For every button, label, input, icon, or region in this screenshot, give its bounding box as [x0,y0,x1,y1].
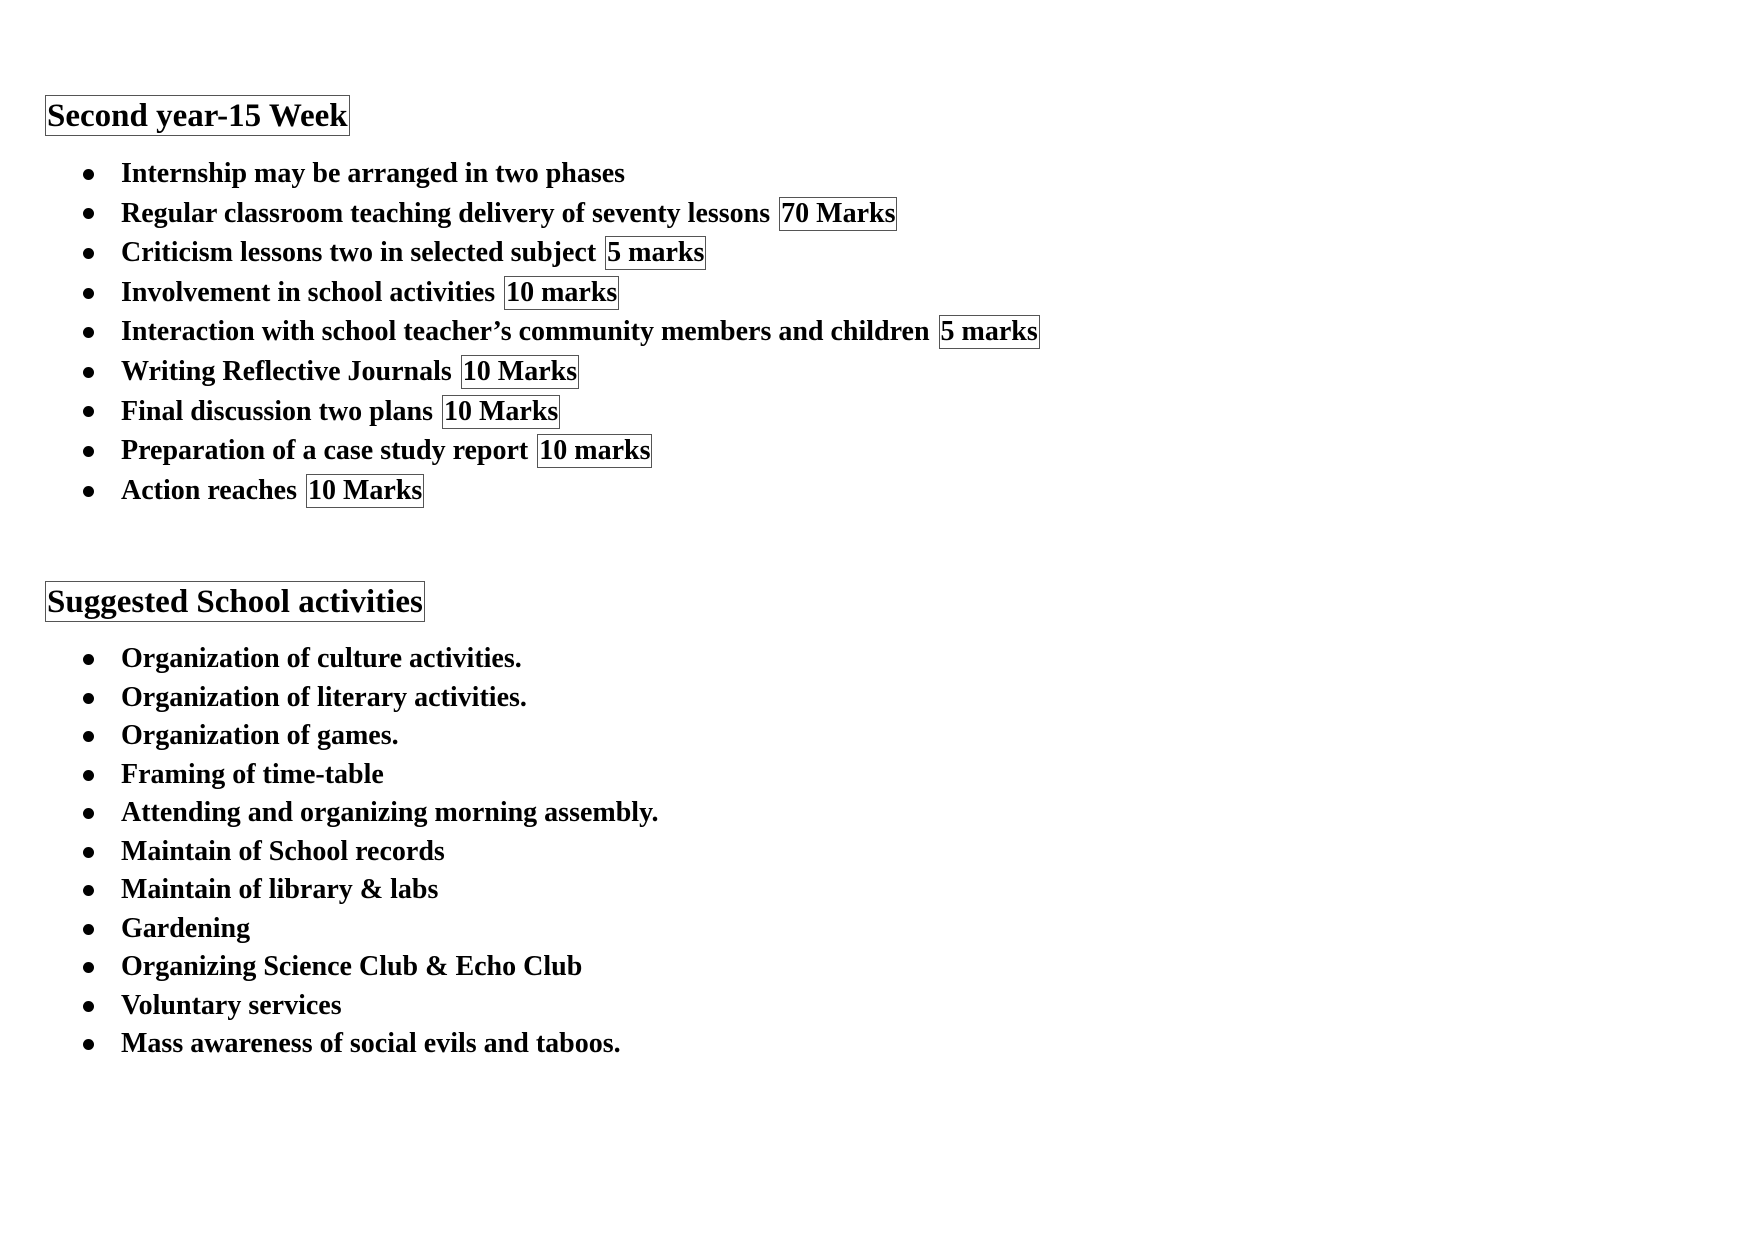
item-text: Action reaches [121,474,297,506]
bullet-icon [83,654,94,665]
marks-badge: 10 Marks [462,355,578,387]
internship-section [45,95,1040,510]
list-item [45,312,1040,352]
marks-badge: 5 marks [607,237,705,269]
marks-badge: 10 Marks [444,395,559,427]
marks-badge: 70 Marks [781,197,896,229]
item-text: Gardening [121,912,251,944]
bullet-icon [83,962,94,973]
bullet-icon [83,885,94,896]
internship-list [45,154,1040,510]
bullet-icon [83,486,94,497]
school-activities-section [45,581,659,1064]
bullet-icon [83,770,94,781]
marks-badge: 10 marks [506,276,618,308]
bullet-icon [83,169,94,180]
item-text: Organization of literary activities. [121,681,527,713]
item-text: Voluntary services [121,989,342,1021]
list-item [45,392,1040,432]
bullet-icon [83,327,94,338]
list-item [45,273,1040,313]
marks-badge: 5 marks [940,316,1038,348]
bullet-icon [83,1039,94,1050]
item-text: Interaction with school teacher’s community members and children [121,316,930,348]
item-text: Framing of time-table [121,758,384,790]
bullet-icon [83,208,94,219]
item-text: Organization of culture activities. [121,643,522,674]
list-item [45,833,659,872]
list-item [45,794,659,833]
activities-list [45,640,659,1064]
item-text: Maintain of library & labs [121,874,439,905]
item-text: Organization of games. [121,720,399,751]
item-text: Criticism lessons two in selected subject [121,237,597,269]
item-text: Final discussion two plans [121,395,433,427]
bullet-icon [83,1001,94,1012]
list-item [45,431,1040,471]
bullet-icon [83,847,94,858]
item-text: Mass awareness of social evils and taboos. [121,1028,621,1059]
bullet-icon [83,446,94,457]
list-item [45,352,1040,392]
list-item [45,194,1040,234]
list-item [45,233,1040,273]
item-text: Regular classroom teaching delivery of seventy lessons [121,197,771,229]
bullet-icon [83,693,94,704]
bullet-icon [83,288,94,299]
list-item [45,948,659,987]
marks-badge: 10 Marks [308,474,423,506]
item-text: Organizing Science Club & Echo Club [121,951,583,982]
bullet-icon [83,808,94,819]
item-text: Attending and organizing morning assembly. [121,797,659,828]
section-heading-suggested-activities: Suggested School activities [45,581,425,622]
bullet-icon [83,731,94,742]
bullet-icon [83,367,94,378]
marks-badge: 10 marks [539,435,651,467]
bullet-icon [83,248,94,259]
bullet-icon [83,406,94,417]
item-text: Maintain of School records [121,835,445,867]
list-item [45,679,659,718]
item-text: Involvement in school activities [121,276,496,308]
list-item [45,471,1040,511]
list-item [45,717,659,756]
list-item [45,871,659,910]
bullet-icon [83,924,94,935]
list-item [45,910,659,949]
list-item [45,756,659,795]
list-item [45,1025,659,1064]
list-item [45,640,659,679]
section-heading-second-year: Second year-15 Week [45,95,350,136]
list-item [45,154,1040,194]
item-text: Preparation of a case study report [121,435,529,467]
item-text: Internship may be arranged in two phases [121,158,626,189]
list-item [45,987,659,1026]
item-text: Writing Reflective Journals [121,355,452,387]
